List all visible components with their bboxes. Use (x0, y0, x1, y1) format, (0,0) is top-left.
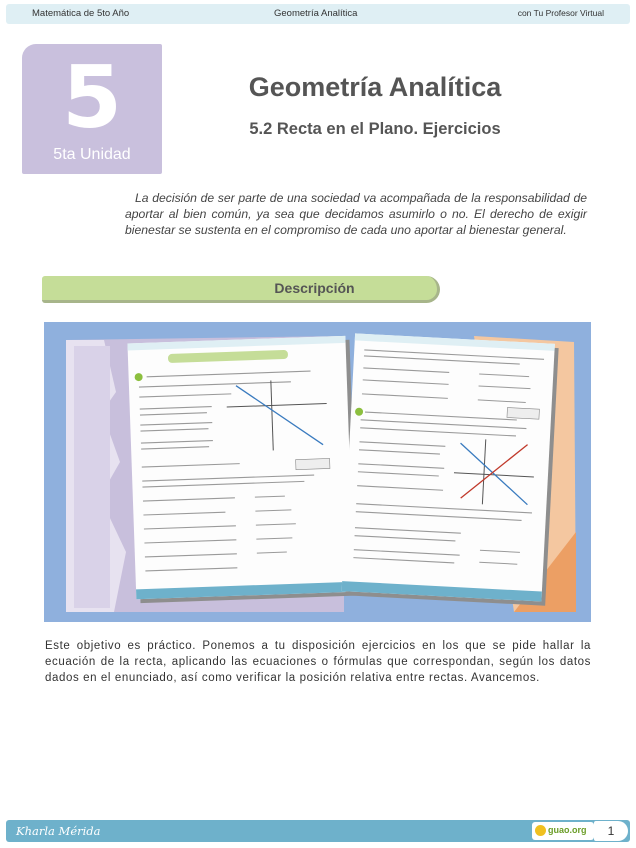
book-pages-image (44, 322, 591, 622)
header-course: Matemática de 5to Año (32, 8, 130, 19)
logo-text: guao.org (548, 825, 587, 835)
header-topic: Geometría Analítica (274, 8, 358, 19)
intro-quote: La decisión de ser parte de una sociedad va acompañada de la responsabilidad de aportar al bien común, ya sea que decidamos asumirlo o no. El derecho de exigir bienestar se sustenta en el compromiso de cada uno aportar al bienestar general. (125, 191, 587, 237)
description-paragraph: Este objetivo es práctico. Ponemos a tu disposición ejercicios en los que se pide hallar la ecuación de la recta, aplicando las ecuaciones o fórmulas que correspondan, según los datos dados en el enunciado, así como verificar la posición relativa entre rectas. Avancemos. (45, 640, 591, 684)
page-title: Geometría Analítica (248, 72, 502, 102)
mascot-icon (535, 825, 546, 836)
page-subtitle: 5.2 Recta en el Plano. Ejercicios (249, 120, 501, 138)
page-header (6, 4, 630, 24)
page-footer (6, 820, 630, 842)
header-tagline: con Tu Profesor Virtual (517, 8, 604, 18)
unit-badge (22, 44, 162, 174)
unit-label: 5ta Unidad (53, 146, 131, 163)
author-name: Kharla Mérida (16, 824, 101, 838)
page-number: 1 (607, 824, 615, 838)
page-number-tab (594, 821, 628, 841)
guao-logo[interactable] (532, 822, 594, 840)
unit-number: 5 (62, 48, 122, 148)
section-label: Descripción (274, 280, 355, 296)
section-banner (42, 276, 440, 303)
